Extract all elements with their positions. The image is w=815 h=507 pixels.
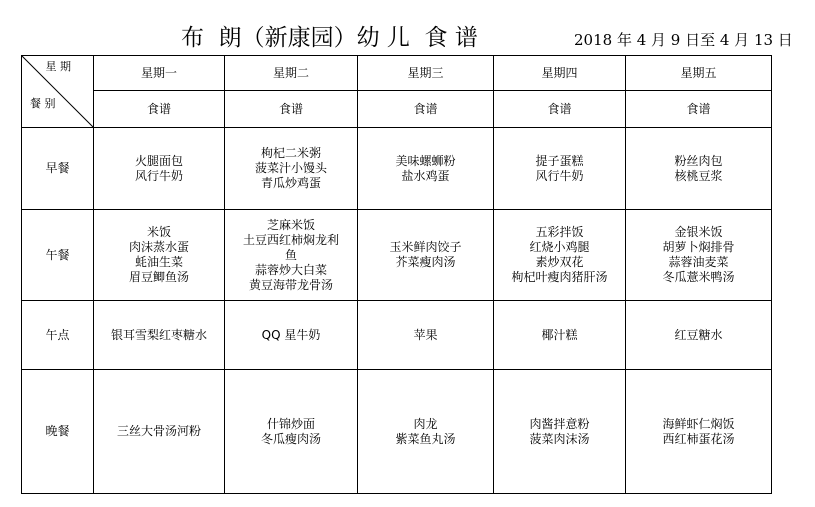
table-row-snack bbox=[22, 301, 772, 370]
table-row-dinner bbox=[22, 370, 772, 494]
recipe-subheader: 食谱 bbox=[225, 91, 358, 128]
menu-cell: 三丝大骨汤河粉 bbox=[94, 370, 225, 494]
corner-cell bbox=[22, 56, 94, 128]
menu-cell: 米饭 肉沫蒸水蛋 蚝油生菜 眉豆鲫鱼汤 bbox=[94, 210, 225, 301]
menu-cell: 粉丝肉包 核桃豆浆 bbox=[626, 128, 772, 210]
day-header: 星期一 bbox=[94, 56, 225, 91]
recipe-subheader: 食谱 bbox=[494, 91, 626, 128]
menu-cell: 椰汁糕 bbox=[494, 301, 626, 370]
menu-cell: 肉龙 紫菜鱼丸汤 bbox=[358, 370, 494, 494]
table-row-lunch bbox=[22, 210, 772, 301]
menu-cell: 红豆糖水 bbox=[626, 301, 772, 370]
corner-label-week: 星 期 bbox=[45, 60, 71, 73]
menu-cell: 海鲜虾仁焖饭 西红柿蛋花汤 bbox=[626, 370, 772, 494]
date-range: 2018 年 4 月 9 日至 4 月 13 日 bbox=[574, 31, 793, 49]
meal-label: 午点 bbox=[22, 301, 94, 370]
day-header: 星期四 bbox=[494, 56, 626, 91]
day-header: 星期二 bbox=[225, 56, 358, 91]
menu-title: 布 朗（新康园）幼 儿 食 谱 bbox=[181, 25, 478, 51]
meal-label: 早餐 bbox=[22, 128, 94, 210]
meal-label: 晚餐 bbox=[22, 370, 94, 494]
document-header bbox=[0, 0, 815, 56]
recipe-subheader: 食谱 bbox=[94, 91, 225, 128]
menu-cell: 火腿面包 风行牛奶 bbox=[94, 128, 225, 210]
menu-cell: QQ 星牛奶 bbox=[225, 301, 358, 370]
day-header: 星期五 bbox=[626, 56, 772, 91]
menu-cell: 玉米鲜肉饺子 芥菜瘦肉汤 bbox=[358, 210, 494, 301]
recipe-subheader: 食谱 bbox=[358, 91, 494, 128]
day-header: 星期三 bbox=[358, 56, 494, 91]
meal-label: 午餐 bbox=[22, 210, 94, 301]
menu-cell: 苹果 bbox=[358, 301, 494, 370]
menu-cell: 芝麻米饭 土豆西红柿焖龙利 鱼 蒜蓉炒大白菜 黄豆海带龙骨汤 bbox=[225, 210, 358, 301]
corner-label-meal: 餐 别 bbox=[30, 97, 56, 110]
table-row-breakfast bbox=[22, 128, 772, 210]
menu-table bbox=[21, 55, 772, 494]
header-row-recipe bbox=[22, 91, 772, 128]
menu-cell: 银耳雪梨红枣糖水 bbox=[94, 301, 225, 370]
menu-cell: 枸杞二米粥 菠菜汁小馒头 青瓜炒鸡蛋 bbox=[225, 128, 358, 210]
recipe-subheader: 食谱 bbox=[626, 91, 772, 128]
menu-cell: 提子蛋糕 风行牛奶 bbox=[494, 128, 626, 210]
header-row-days bbox=[22, 56, 772, 91]
menu-cell: 肉酱拌意粉 菠菜肉沫汤 bbox=[494, 370, 626, 494]
menu-cell: 五彩拌饭 红烧小鸡腿 素炒双花 枸杞叶瘦肉猪肝汤 bbox=[494, 210, 626, 301]
menu-cell: 什锦炒面 冬瓜瘦肉汤 bbox=[225, 370, 358, 494]
menu-cell: 美味螺蛳粉 盐水鸡蛋 bbox=[358, 128, 494, 210]
menu-cell: 金银米饭 胡萝卜焖排骨 蒜蓉油麦菜 冬瓜薏米鸭汤 bbox=[626, 210, 772, 301]
